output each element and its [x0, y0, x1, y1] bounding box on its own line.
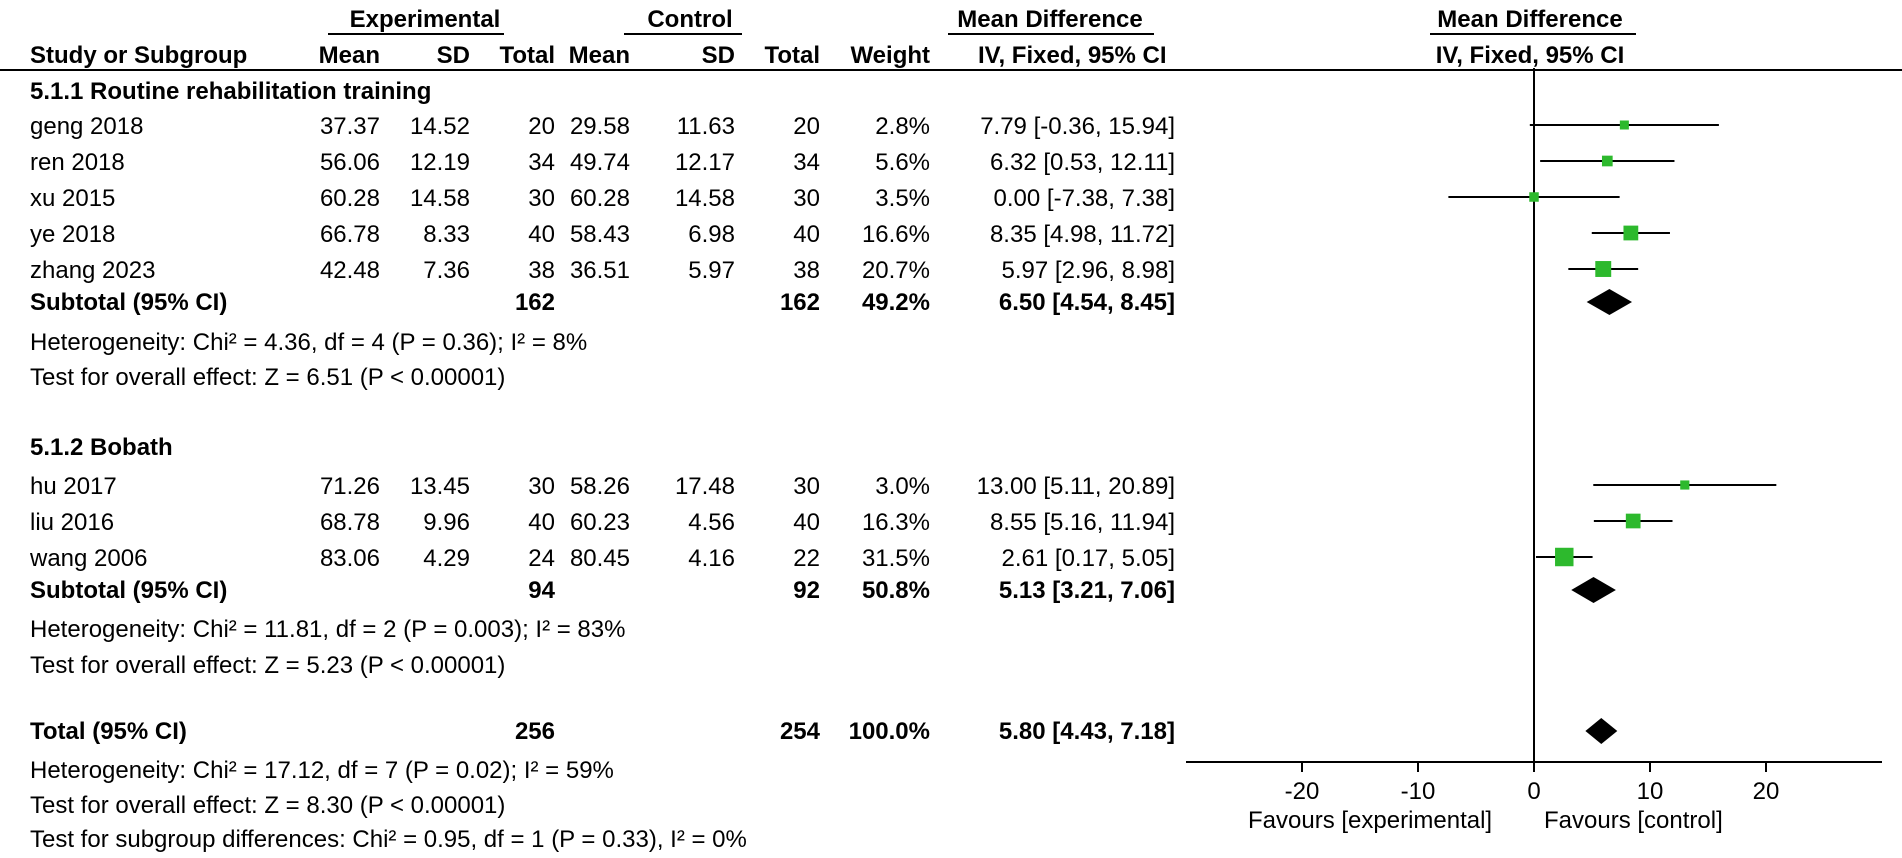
weight: 16.3%: [861, 509, 930, 536]
mean-ctrl: 29.58: [569, 113, 630, 140]
total-exp: 20: [528, 113, 555, 140]
mean-ctrl: 60.28: [569, 185, 630, 212]
total-total-ctrl: 254: [779, 718, 820, 745]
study-name: zhang 2023: [30, 257, 156, 284]
col-total-exp-header: Total: [499, 42, 555, 69]
study-square: [1620, 120, 1629, 129]
study-square: [1626, 514, 1641, 529]
subtotal-label: Subtotal (95% CI): [30, 289, 228, 316]
total-exp: 40: [528, 509, 555, 536]
total-total-exp: 256: [514, 718, 555, 745]
col-sd-ctrl-header: SD: [701, 42, 735, 69]
overall-effect-text: Test for overall effect: Z = 6.51 (P < 0.00001): [30, 364, 506, 391]
mean-ctrl: 49.74: [569, 149, 630, 176]
sd-ctrl: 4.16: [688, 545, 735, 572]
study-name: geng 2018: [30, 113, 144, 140]
total-exp: 34: [528, 149, 555, 176]
x-tick-label: -10: [1400, 778, 1436, 805]
x-tick-label: 10: [1636, 778, 1664, 805]
sd-ctrl: 11.63: [676, 113, 735, 140]
mean-difference-ci: 8.35 [4.98, 11.72]: [989, 221, 1175, 248]
weight: 3.5%: [875, 185, 930, 212]
col-mean-exp-header: Mean: [318, 42, 380, 69]
total-ctrl: 30: [793, 473, 820, 500]
total-exp: 40: [528, 221, 555, 248]
total-heterogeneity-text: Heterogeneity: Chi² = 17.12, df = 7 (P = 0.02); I² = 59%: [30, 757, 614, 784]
weight: 31.5%: [861, 545, 930, 572]
study-name: hu 2017: [30, 473, 117, 500]
total-exp: 30: [528, 473, 555, 500]
sd-exp: 12.19: [409, 149, 470, 176]
mean-ctrl: 60.23: [569, 509, 630, 536]
total-ctrl: 40: [793, 509, 820, 536]
subtotal-label: Subtotal (95% CI): [30, 577, 228, 604]
experimental-header: Experimental: [349, 6, 501, 33]
study-name: liu 2016: [30, 509, 115, 536]
mean-ctrl: 58.43: [569, 221, 630, 248]
study-name: xu 2015: [30, 185, 116, 212]
subtotal-weight: 50.8%: [861, 577, 930, 604]
col-study-header: Study or Subgroup: [30, 42, 248, 69]
study-square: [1602, 156, 1613, 167]
summary-diamond: [1587, 289, 1632, 315]
mean-exp: 66.78: [319, 221, 380, 248]
total-ctrl: 22: [793, 545, 820, 572]
mean-exp: 37.37: [319, 113, 380, 140]
weight: 20.7%: [861, 257, 930, 284]
subtotal-total-ctrl: 162: [779, 289, 820, 316]
overall-effect-text: Test for overall effect: Z = 5.23 (P < 0.00001): [30, 652, 506, 679]
weight: 2.8%: [875, 113, 930, 140]
study-square: [1680, 480, 1689, 489]
col-weight-header: Weight: [850, 42, 930, 69]
mean-difference-ci: 8.55 [5.16, 11.94]: [989, 509, 1175, 536]
col-sd-exp-header: SD: [436, 42, 470, 69]
group-title: 5.1.1 Routine rehabilitation training: [30, 78, 432, 105]
x-tick-label: 20: [1752, 778, 1780, 805]
weight: 5.6%: [875, 149, 930, 176]
mean-difference-ci: 7.79 [-0.36, 15.94]: [980, 113, 1175, 140]
x-tick-label: 0: [1527, 778, 1541, 805]
sd-ctrl: 17.48: [674, 473, 735, 500]
sd-ctrl: 4.56: [688, 509, 735, 536]
total-weight: 100.0%: [848, 718, 930, 745]
favours-control-label: Favours [control]: [1544, 807, 1723, 834]
subtotal-total-exp: 94: [528, 577, 555, 604]
plot-mean-difference-header: Mean Difference: [1437, 6, 1623, 33]
mean-exp: 68.78: [319, 509, 380, 536]
mean-exp: 71.26: [319, 473, 380, 500]
total-ctrl: 30: [793, 185, 820, 212]
total-ctrl: 40: [793, 221, 820, 248]
study-square: [1623, 226, 1638, 241]
total-ci: 5.80 [4.43, 7.18]: [998, 718, 1175, 745]
sd-exp: 8.33: [423, 221, 470, 248]
study-square: [1529, 192, 1538, 201]
total-ctrl: 20: [793, 113, 820, 140]
study-square: [1555, 548, 1573, 566]
sd-exp: 13.45: [409, 473, 470, 500]
total-ctrl: 38: [793, 257, 820, 284]
x-tick-label: -20: [1284, 778, 1320, 805]
subtotal-total-ctrl: 92: [793, 577, 820, 604]
sd-ctrl: 12.17: [674, 149, 735, 176]
control-header: Control: [647, 6, 733, 33]
summary-diamond: [1585, 718, 1617, 744]
study-name: wang 2006: [30, 545, 148, 572]
sd-exp: 7.36: [423, 257, 470, 284]
mean-difference-ci: 13.00 [5.11, 20.89]: [976, 473, 1175, 500]
mean-exp: 56.06: [319, 149, 380, 176]
sd-exp: 14.52: [409, 113, 470, 140]
study-square: [1595, 261, 1611, 277]
total-exp: 30: [528, 185, 555, 212]
mean-exp: 60.28: [319, 185, 380, 212]
study-name: ren 2018: [30, 149, 125, 176]
weight: 3.0%: [875, 473, 930, 500]
mean-difference-ci: 0.00 [-7.38, 7.38]: [993, 185, 1175, 212]
mean-difference-ci: 6.32 [0.53, 12.11]: [989, 149, 1175, 176]
heterogeneity-text: Heterogeneity: Chi² = 11.81, df = 2 (P = 0.003); I² = 83%: [30, 616, 626, 643]
mean-difference-header: Mean Difference: [957, 6, 1143, 33]
group-title: 5.1.2 Bobath: [30, 434, 173, 461]
summary-diamond: [1571, 577, 1616, 603]
total-ctrl: 34: [793, 149, 820, 176]
subtotal-ci: 6.50 [4.54, 8.45]: [998, 289, 1175, 316]
mean-difference-ci: 5.97 [2.96, 8.98]: [1001, 257, 1175, 284]
study-name: ye 2018: [30, 221, 116, 248]
sd-exp: 9.96: [423, 509, 470, 536]
total-overall-effect-text: Test for overall effect: Z = 8.30 (P < 0.00001): [30, 792, 506, 819]
col-total-ctrl-header: Total: [764, 42, 820, 69]
col-mean-ctrl-header: Mean: [568, 42, 630, 69]
mean-exp: 42.48: [319, 257, 380, 284]
total-exp: 38: [528, 257, 555, 284]
favours-experimental-label: Favours [experimental]: [1248, 807, 1493, 834]
mean-exp: 83.06: [319, 545, 380, 572]
mean-ctrl: 80.45: [569, 545, 630, 572]
sd-exp: 4.29: [423, 545, 470, 572]
subtotal-weight: 49.2%: [861, 289, 930, 316]
col-ci-header: IV, Fixed, 95% CI: [978, 42, 1167, 69]
mean-ctrl: 36.51: [569, 257, 630, 284]
mean-ctrl: 58.26: [569, 473, 630, 500]
mean-difference-ci: 2.61 [0.17, 5.05]: [1001, 545, 1175, 572]
sd-ctrl: 5.97: [688, 257, 735, 284]
sd-ctrl: 14.58: [674, 185, 735, 212]
subtotal-ci: 5.13 [3.21, 7.06]: [998, 577, 1175, 604]
sd-ctrl: 6.98: [688, 221, 735, 248]
subtotal-total-exp: 162: [514, 289, 555, 316]
subgroup-differences-text: Test for subgroup differences: Chi² = 0.95, df = 1 (P = 0.33), I² = 0%: [30, 826, 747, 853]
heterogeneity-text: Heterogeneity: Chi² = 4.36, df = 4 (P = 0.36); I² = 8%: [30, 329, 588, 356]
plot-ci-header: IV, Fixed, 95% CI: [1435, 42, 1625, 69]
total-label: Total (95% CI): [30, 718, 187, 745]
total-exp: 24: [528, 545, 555, 572]
weight: 16.6%: [861, 221, 930, 248]
sd-exp: 14.58: [409, 185, 470, 212]
